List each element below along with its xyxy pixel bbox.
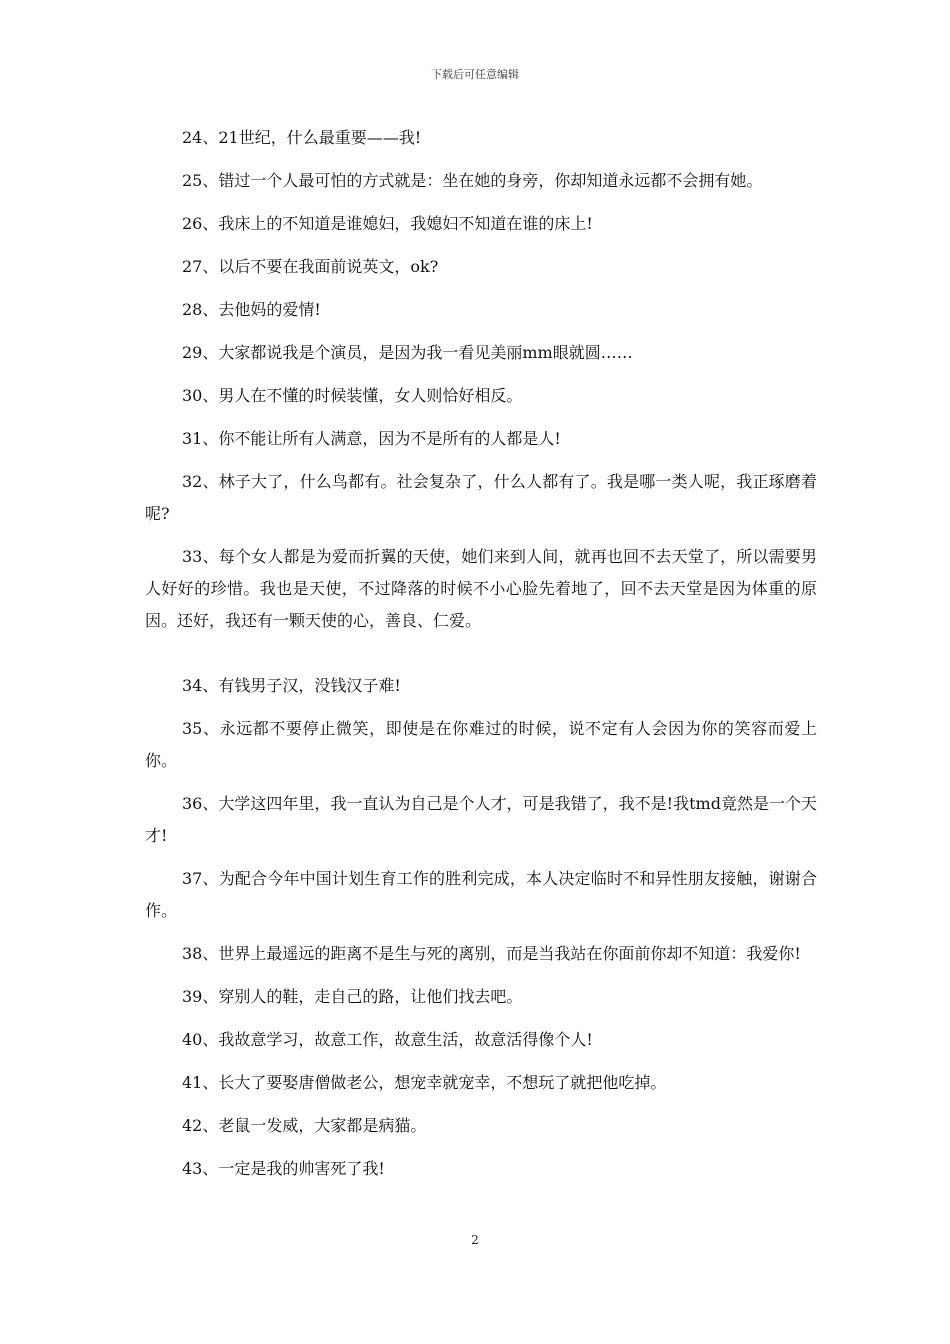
page-header: 下载后可任意编辑 [431,68,519,81]
paragraph-28: 28、去他妈的爱情! [182,300,321,319]
document-body [145,122,817,1196]
paragraph-30: 30、男人在不懂的时候装懂，女人则恰好相反。 [182,386,523,405]
paragraph-26: 26、我床上的不知道是谁媳妇，我媳妇不知道在谁的床上! [182,214,593,233]
paragraph-39: 39、穿别人的鞋，走自己的路，让他们找去吧。 [182,987,523,1006]
paragraph-38: 38、世界上最遥远的距离不是生与死的离别，而是当我站在你面前你却不知道：我爱你! [182,944,801,963]
page-number: 2 [471,1233,479,1247]
paragraph-36: 36、大学这四年里，我一直认为自己是个人才，可是我错了，我不是!我tmd竟然是一个天才! [145,794,817,845]
paragraph-gap [145,648,817,670]
paragraph-27: 27、以后不要在我面前说英文，ok? [182,257,439,276]
paragraph-43: 43、一定是我的帅害死了我! [182,1159,385,1178]
paragraph-40: 40、我故意学习，故意工作，故意生活，故意活得像个人! [182,1030,593,1049]
paragraph-31: 31、你不能让所有人满意，因为不是所有的人都是人! [182,429,561,448]
paragraph-34: 34、有钱男子汉，没钱汉子难! [182,676,401,695]
paragraph-41: 41、长大了要娶唐僧做老公，想宠幸就宠幸，不想玩了就把他吃掉。 [182,1073,667,1092]
paragraph-42: 42、老鼠一发威，大家都是病猫。 [182,1116,427,1135]
paragraph-35: 35、永远都不要停止微笑，即使是在你难过的时候，说不定有人会因为你的笑容而爱上你。 [145,719,817,770]
paragraph-32: 32、林子大了，什么鸟都有。社会复杂了，什么人都有了。我是哪一类人呢，我正琢磨着呢? [145,472,817,523]
paragraph-29: 29、大家都说我是个演员，是因为我一看见美丽mm眼就圆…… [182,343,633,362]
paragraph-33: 33、每个女人都是为爱而折翼的天使，她们来到人间，就再也回不去天堂了，所以需要男人好好的珍惜。我也是天使，不过降落的时候不小心脸先着地了，回不去天堂是因为体重的原因。还好，我还有一颗天使的心，善良、仁爱。 [145,547,817,630]
paragraph-37: 37、为配合今年中国计划生育工作的胜利完成，本人决定临时不和异性朋友接触，谢谢合作。 [145,869,817,920]
paragraph-24: 24、21世纪，什么最重要——我! [182,128,422,147]
paragraph-25: 25、错过一个人最可怕的方式就是：坐在她的身旁，你却知道永远都不会拥有她。 [182,171,763,190]
